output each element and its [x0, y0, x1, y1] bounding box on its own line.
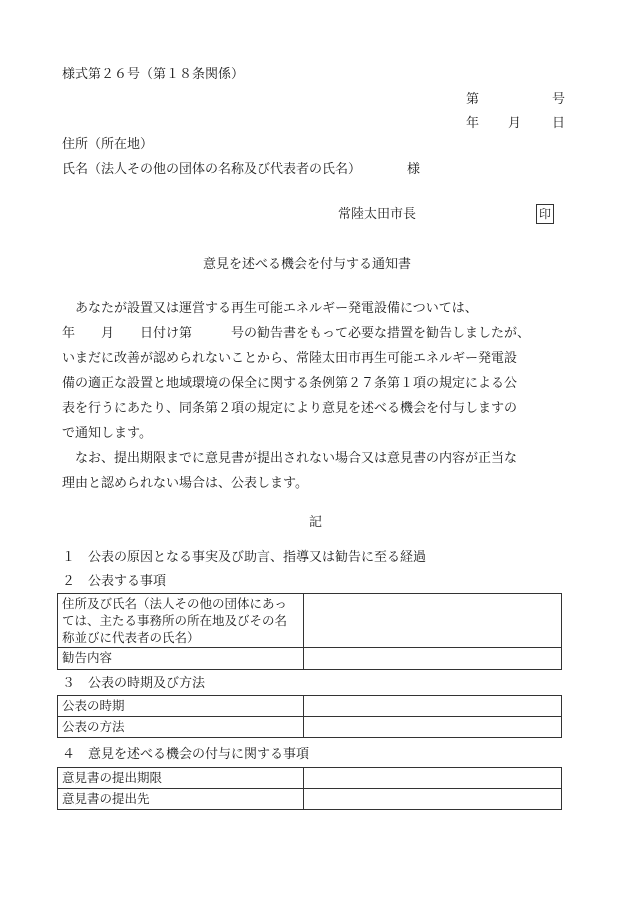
section-2-heading: ２ 公表する事項	[62, 574, 167, 589]
section-1-heading: １ 公表の原因となる事実及び助言、指導又は勧告に至る経過	[62, 550, 427, 565]
sender-title: 常陸太田市長	[338, 207, 417, 222]
seal-stamp	[536, 204, 554, 224]
row-label: 公表の時期	[58, 696, 304, 717]
row-label: 意見書の提出期限	[58, 768, 304, 789]
body-paragraph-1	[62, 296, 582, 446]
date-month: 月	[508, 116, 522, 131]
date-day: 日	[552, 116, 566, 131]
addressee-name: 氏名（法人その他の団体の名称及び代表者の氏名）	[62, 162, 362, 177]
row-label: 勧告内容	[58, 648, 304, 670]
table-row	[58, 648, 562, 670]
addressee-honorific: 様	[407, 162, 421, 177]
row-value	[304, 648, 562, 670]
ki-heading: 記	[309, 515, 323, 530]
body-line: 理由と認められない場合は、公表します。	[62, 476, 308, 491]
body-line: 表を行うにあたり、同条第２項の規定により意見を述べる機会を付与しますの	[62, 401, 518, 416]
row-value	[304, 696, 562, 717]
body-line: なお、提出期限までに意見書が提出されない場合又は意見書の内容が正当な	[62, 451, 518, 466]
row-label: 公表の方法	[58, 717, 304, 738]
section-3-table	[57, 695, 562, 738]
doc-number-suffix: 号	[552, 92, 566, 107]
section-3-heading: ３ 公表の時期及び方法	[62, 676, 206, 691]
addressee-address: 住所（所在地）	[62, 137, 154, 152]
body-line: いまだに改善が認められないことから、常陸太田市再生可能エネルギー発電設	[62, 351, 518, 366]
body-line: 備の適正な設置と地域環境の保全に関する条例第２７条第１項の規定による公	[62, 376, 518, 391]
row-value	[304, 717, 562, 738]
table-row	[58, 594, 562, 648]
body-line: で通知します。	[62, 426, 152, 441]
body-line: 年 月 日付け第 号の勧告書をもって必要な措置を勧告しましたが、	[62, 326, 531, 341]
section-2-table	[57, 593, 562, 670]
seal-mark: 印	[536, 204, 554, 224]
row-value	[304, 594, 562, 648]
doc-number-prefix: 第	[466, 92, 480, 107]
document-title: 意見を述べる機会を付与する通知書	[203, 257, 412, 272]
table-row	[58, 717, 562, 738]
table-row	[58, 696, 562, 717]
section-4-heading: ４ 意見を述べる機会の付与に関する事項	[62, 747, 310, 762]
row-value	[304, 768, 562, 789]
section-4-table	[57, 767, 562, 810]
date-year: 年	[466, 116, 480, 131]
row-label: 意見書の提出先	[58, 789, 304, 810]
row-value	[304, 789, 562, 810]
body-line: あなたが設置又は運営する再生可能エネルギー発電設備については、	[62, 301, 478, 316]
table-row	[58, 789, 562, 810]
table-row	[58, 768, 562, 789]
row-label: 住所及び氏名（法人その他の団体にあっては、主たる事務所の所在地及びその名称並びに代表者の氏名）	[58, 594, 304, 648]
form-number: 様式第２６号（第１８条関係）	[62, 67, 245, 82]
body-paragraph-2	[62, 446, 582, 496]
